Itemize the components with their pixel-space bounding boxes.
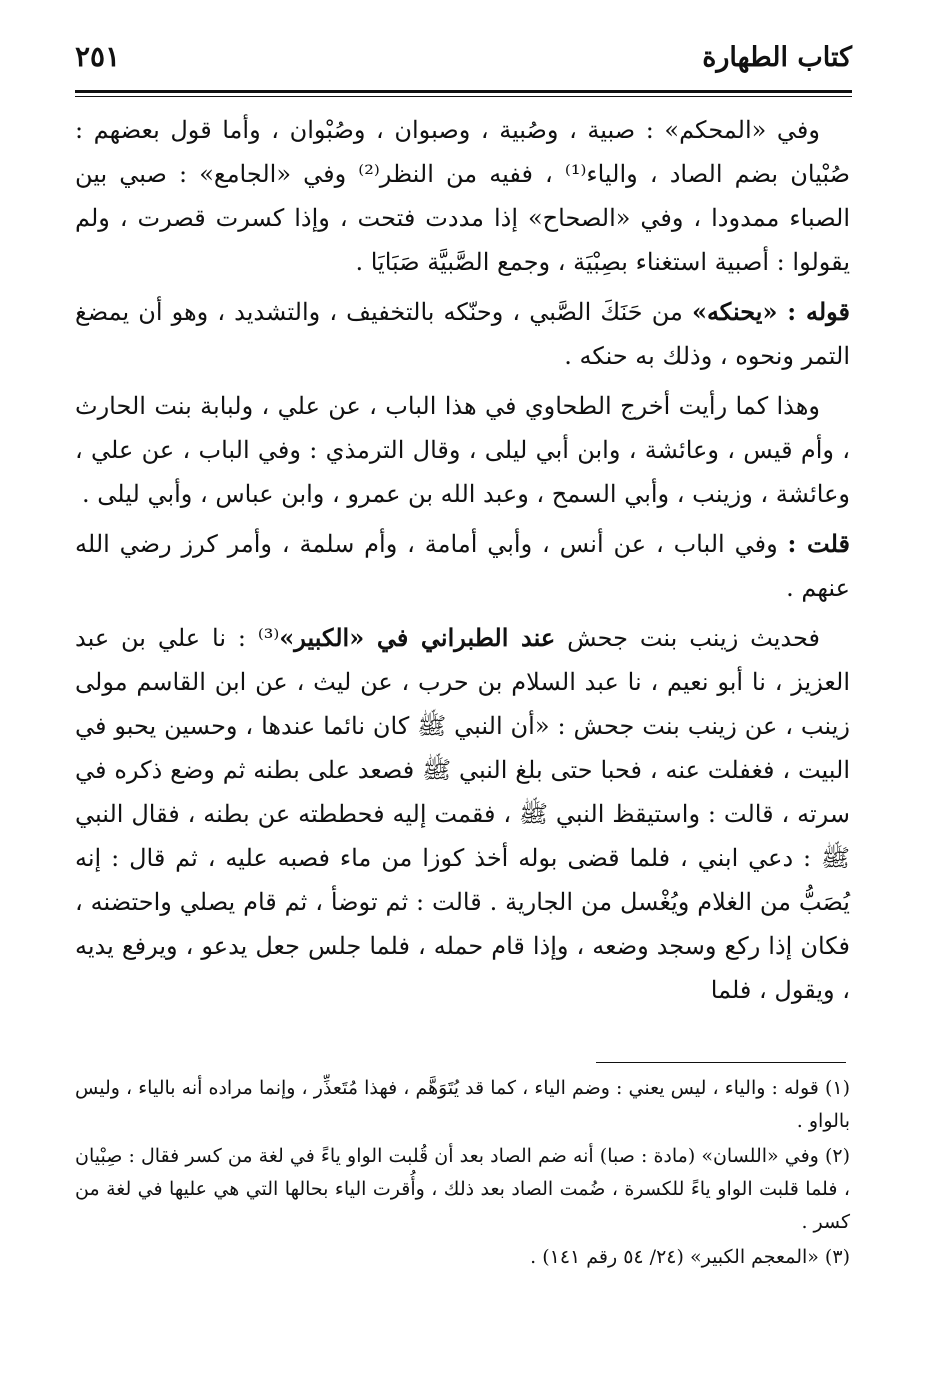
header-rule-thick [75, 90, 852, 93]
main-text [75, 108, 850, 1018]
footnote-1: (١) قوله : والياء ، ليس يعني : وضم الياء ، كما قد يُتَوَهَّم ، فهذا مُتَعذِّر ، وإنما مراده أنه بالياء ، وليس بالواو . [75, 1077, 850, 1132]
paragraph-text: من حَنَكَ الصَّبي ، وحنّكه بالتخفيف ، والتشديد ، وهو أن يمضغ التمر ونحوه ، وذلك به حنكه . [75, 298, 850, 370]
paragraph-lead: قلت : [787, 529, 850, 558]
paragraph-text: وهذا كما رأيت أخرج الطحاوي في هذا الباب ، عن علي ، ولبابة بنت الحارث ، وأم قيس ، وعائشة ، وابن أبي ليلى ، وقال الترمذي : وفي الباب ، عن علي ، وعائشة ، وزينب ، وأبي السمح ، وعبد الله بن عمرو ، وابن عباس ، وأبي ليلى . [75, 392, 851, 508]
chapter-title: كتاب الطهارة [702, 42, 852, 73]
paragraph-text: فحديث زينب بنت جحش [555, 624, 820, 652]
footnote-separator [596, 1062, 846, 1063]
paragraph-lead: قوله : «يحنكه» [691, 297, 851, 326]
paragraph-text: وفي الباب ، عن أنس ، وأبي أمامة ، وأم سلمة ، وأمر كرز رضي الله عنهم . [75, 530, 850, 602]
page-header [75, 40, 852, 86]
page-number: ٢٥١ [75, 40, 121, 73]
footnotes [75, 1072, 850, 1276]
paragraph-text: وفي «المحكم» : صبية ، وصُبية ، وصبوان ، وصُبْوان ، وأما قول بعضهم : صُبْيان بضم الصاد ، والياء⁽¹⁾ ، ففيه من النظر⁽²⁾ وفي «الجامع» : صبي بين الصباء ممدودا ، وفي «الصحاح» إذا مددت فتحت ، وإذا كسرت قصرت ، ولم يقولوا : أصبية استغناء بصِبْيَة ، وجمع الصَّبيَّة صَبَايَا . [75, 116, 850, 276]
paragraph-tahawi [75, 384, 850, 516]
paragraph-text: ⁽³⁾ : نا علي بن عبد العزيز ، نا أبو نعيم ، نا عبد السلام بن حرب ، عن ليث ، عن ابن القاسم مولى زينب ، عن زينب بنت جحش : «أن النبي ﷺ كان نائما عندها ، وحسين يحبو في البيت ، فغفلت عنه ، فحبا حتى بلغ النبي ﷺ فصعد على بطنه ثم وضع ذكره في سرته ، قالت : واستيقظ النبي ﷺ ، فقمت إليه فحططته عن بطنه ، فقال النبي ﷺ : دعي ابني ، فلما قضى بوله أخذ كوزا من ماء فصبه عليه ، ثم قال : إنه يُصَبُّ من الغلام ويُغْسل من الجارية . قالت : ثم توضأ ، ثم قام يصلي واحتضنه ، فكان إذا ركع وسجد وضعه ، وإذا قام حمله ، فلما جلس جعل يدعو ، ويرفع يديه ، ويقول ، فلما [75, 624, 851, 1004]
paragraph-qultu [75, 522, 850, 610]
paragraph-bold-source: عند الطبراني في «الكبير» [279, 623, 556, 652]
header-rule-thin [75, 96, 852, 97]
paragraph-zaynab-hadith [75, 616, 850, 1012]
footnote-3: (٣) «المعجم الكبير» (٢٤/ ٥٤ رقم ١٤١) . [530, 1246, 850, 1268]
paragraph-yuhannikuhu [75, 290, 850, 378]
paragraph-muhkam [75, 108, 850, 284]
footnote-2: (٢) وفي «اللسان» (مادة : صبا) أنه ضم الصاد بعد أن قُلبت الواو ياءً في لغة من كسر فقال : صِبْيان ، فلما قلبت الواو ياءً للكسرة ، ضُمت الصاد بعد ذلك ، وأُقرت الياء بحالها التي هي عليها في لغة من كسر . [75, 1145, 850, 1233]
